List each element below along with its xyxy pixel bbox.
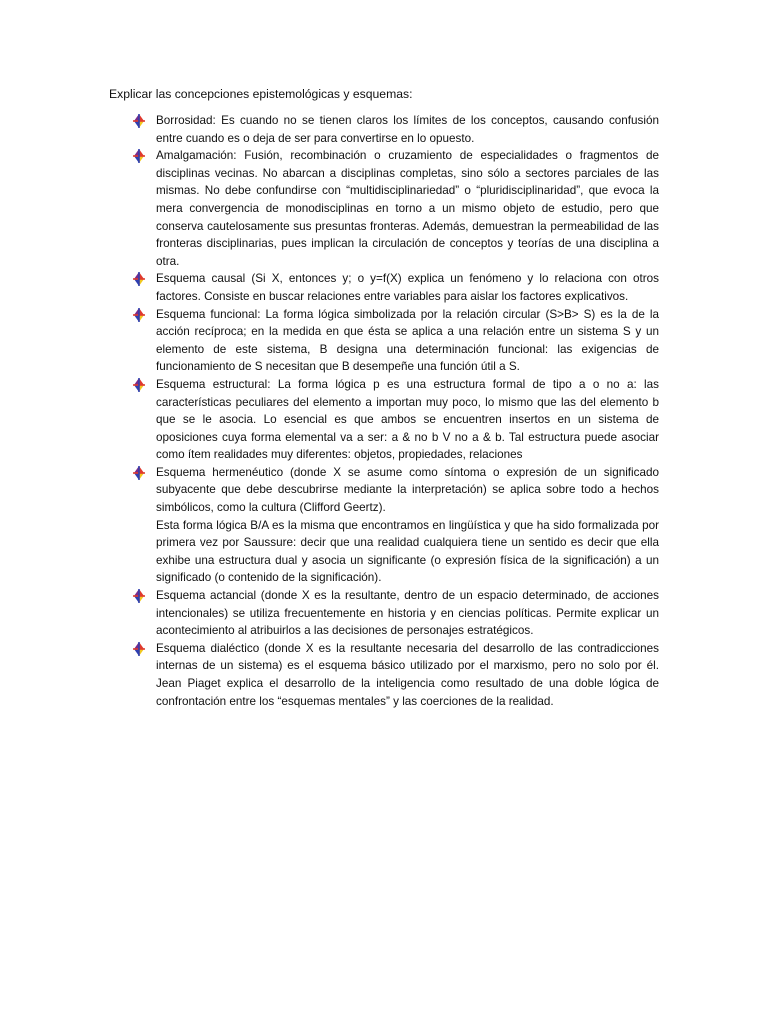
- list-item: [132, 640, 659, 710]
- bullet-upright: [138, 149, 140, 163]
- four-color-diamond-bullet-icon-graphic: [132, 272, 146, 286]
- bullet-upright: [138, 589, 140, 603]
- four-color-diamond-bullet-icon: [132, 272, 146, 286]
- list-item-text: Esquema estructural: La forma lógica p es una estructura formal de tipo a o no a: las características peculiares del elemento a importan muy poco, lo mismo que las del elemento b que se le asocia. Lo esencial es que ambos se encuentren insertos en un sistema de oposiciones cuya forma elemental va a ser: a & no b V no a & b. Tal estructura puede asociar como ítem realidades muy diferentes: objetos, propiedades, relaciones: [156, 377, 659, 462]
- four-color-diamond-bullet-icon: [132, 149, 146, 163]
- bullet-upright: [138, 308, 140, 322]
- list-item: [132, 306, 659, 376]
- list-item-continuation-text: Esta forma lógica B/A es la misma que encontramos en lingüística y que ha sido formalizada por primera vez por Saussure: decir que una realidad cualquiera tiene un sentido es decir que ella exhibe una estructura dual y asocia un significante (o expresión física de la significación) a un significado (o contenido de la significación).: [156, 518, 659, 585]
- list-item-text: Esquema funcional: La forma lógica simbolizada por la relación circular (S>B> S) es la de la acción recíproca; en la medida en que ésta se aplica a una relación entre un sistema S y un elemento de este sistema, B designa una determinación funcional: las exigencias de funcionamiento de S necesitan que B desempeñe una función útil a S.: [156, 307, 659, 374]
- four-color-diamond-bullet-icon: [132, 308, 146, 322]
- list-item: [132, 112, 659, 147]
- bullet-upright: [138, 272, 140, 286]
- four-color-diamond-bullet-icon: [132, 466, 146, 480]
- four-color-diamond-bullet-icon-graphic: [132, 589, 146, 603]
- bullet-upright: [138, 114, 140, 128]
- list-item-text: Esquema actancial (donde X es la resultante, dentro de un espacio determinado, de acciones intencionales) se utiliza frecuentemente en historia y en ciencias políticas. Permite explicar un acontecimiento al atribuirlos a las decisiones de personajes estratégicos.: [156, 589, 659, 638]
- four-color-diamond-bullet-icon: [132, 589, 146, 603]
- list-item-text: Borrosidad: Es cuando no se tienen claros los límites de los conceptos, causando confusión entre cuando es o deja de ser para convertirse en lo opuesto.: [156, 114, 659, 145]
- list-item: [132, 376, 659, 464]
- four-color-diamond-bullet-icon: [132, 642, 146, 656]
- bullet-upright: [138, 378, 140, 392]
- four-color-diamond-bullet-icon-graphic: [132, 308, 146, 322]
- list-item: [132, 270, 659, 305]
- four-color-diamond-bullet-icon-graphic: [132, 378, 146, 392]
- four-color-diamond-bullet-icon: [132, 114, 146, 128]
- bullet-upright: [138, 466, 140, 480]
- schemes-list: [132, 112, 659, 710]
- list-item: [132, 147, 659, 270]
- list-item: [132, 464, 659, 587]
- four-color-diamond-bullet-icon: [132, 378, 146, 392]
- list-item-text: Amalgamación: Fusión, recombinación o cruzamiento de especialidades o fragmentos de disciplinas vecinas. No abarcan a disciplinas completas, sino sólo a sectores parciales de las mismas. No debe confundirse con “multidisciplinariedad” o “pluridisciplinaridad”, que evoca la mera convergencia de monodisciplinas en torno a un mismo objeto de estudio, pero que conserva cautelosamente sus presuntas fronteras. Además, demuestran la permeabilidad de las fronteras disciplinarias, pues implican la circulación de conceptos y teorías de una disciplina a otra.: [156, 149, 659, 268]
- bullet-upright: [138, 642, 140, 656]
- four-color-diamond-bullet-icon-graphic: [132, 114, 146, 128]
- list-item-text: Esquema hermenéutico (donde X se asume como síntoma o expresión de un significado subyacente que debe descubrirse mediante la interpretación) se aplica sobre todo a hechos simbólicos, como la cultura (Clifford Geertz).: [156, 465, 659, 515]
- list-item: [132, 587, 659, 640]
- four-color-diamond-bullet-icon-graphic: [132, 466, 146, 480]
- page-title: Explicar las concepciones epistemológicas y esquemas:: [109, 87, 413, 101]
- list-item-text: Esquema causal (Si X, entonces y; o y=f(X) explica un fenómeno y lo relaciona con otros factores. Consiste en buscar relaciones entre variables para aislar los factores explicativos.: [156, 272, 659, 303]
- four-color-diamond-bullet-icon-graphic: [132, 642, 146, 656]
- four-color-diamond-bullet-icon-graphic: [132, 149, 146, 163]
- list-item-text: Esquema dialéctico (donde X es la resultante necesaria del desarrollo de las contradicciones internas de un sistema) es el esquema básico utilizado por el marxismo, pero no solo por él. Jean Piaget explica el desarrollo de la inteligencia como resultado de una doble lógica de confrontación entre los “esquemas mentales” y las coerciones de la realidad.: [156, 641, 659, 708]
